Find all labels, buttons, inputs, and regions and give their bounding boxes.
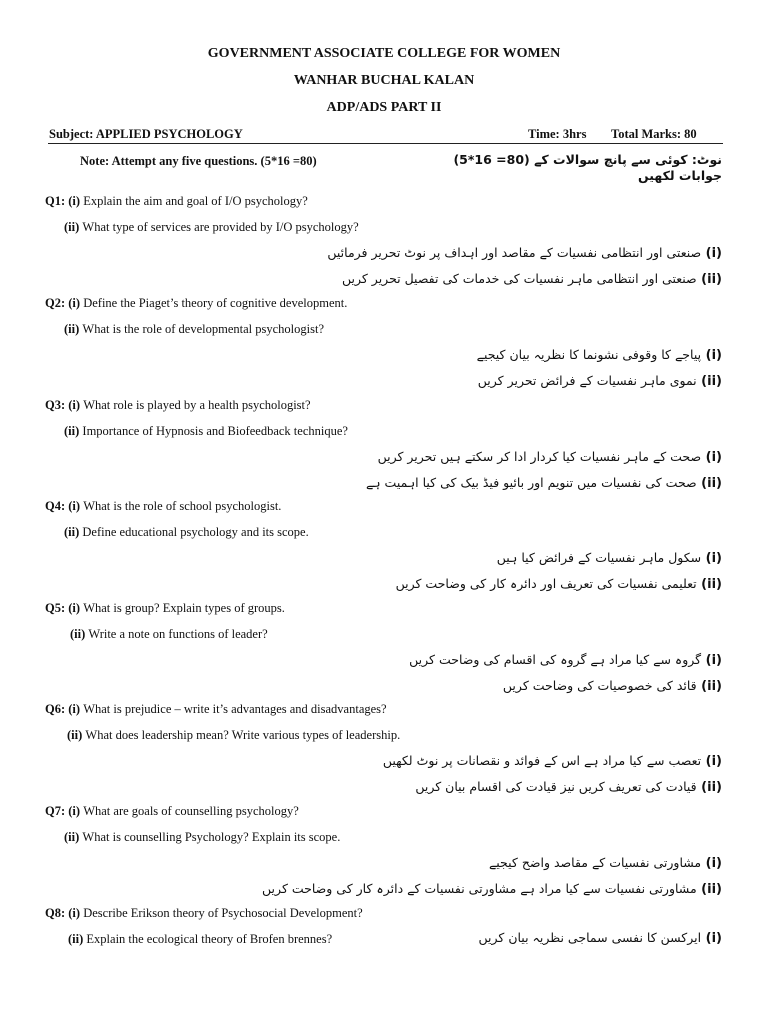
question-text: Explain the aim and goal of I/O psychology? xyxy=(83,194,308,208)
question-urdu-text: تعلیمی نفسیات کی تعریف اور دائرہ کار کی وضاحت کریں xyxy=(395,576,697,591)
part-label: (i) xyxy=(65,398,84,412)
question-text: Explain the ecological theory of Brofen brennes? xyxy=(86,932,333,946)
question-urdu-part-ii xyxy=(396,576,722,592)
question-urdu-text: ایرکسن کا نفسی سماجی نظریہ بیان کریں xyxy=(478,930,702,945)
question-urdu-part-i xyxy=(327,245,722,261)
question-text: What role is played by a health psychologist? xyxy=(83,398,311,412)
question-urdu-part-ii xyxy=(415,779,722,795)
part-label: (i) xyxy=(65,194,84,208)
question-part-i xyxy=(45,194,308,209)
part-label: (ii) xyxy=(696,272,722,287)
question-urdu-text: صحت کے ماہر نفسیات کیا کردار ادا کر سکتے ہیں تحریر کریں xyxy=(377,449,702,464)
question-part-i xyxy=(45,499,281,514)
time-label: Time: 3hrs xyxy=(528,127,587,141)
part-label: (ii) xyxy=(64,525,83,539)
subject-label: Subject: APPLIED PSYCHOLOGY xyxy=(49,127,243,141)
question-urdu-text: سکول ماہر نفسیات کے فرائض کیا ہیں xyxy=(496,550,702,565)
part-label: (i) xyxy=(701,931,722,946)
part-label: (i) xyxy=(701,246,722,261)
question-number: Q7: xyxy=(45,804,66,818)
college-name: GOVERNMENT ASSOCIATE COLLEGE FOR WOMEN xyxy=(207,46,561,61)
question-urdu-part-ii xyxy=(366,475,722,491)
question-urdu-text: گروہ سے کیا مراد ہے گروہ کی اقسام کی وضاحت کریں xyxy=(409,652,702,667)
question-text: What is prejudice – write it’s advantages and disadvantages? xyxy=(83,702,387,716)
question-urdu-text: نموی ماہر نفسیات کے فرائض تحریر کریں xyxy=(477,373,697,388)
question-urdu-part-i xyxy=(383,753,722,769)
part-label: (ii) xyxy=(64,322,83,336)
total-marks-label: Total Marks: 80 xyxy=(611,127,697,141)
question-urdu-part-ii xyxy=(262,881,722,897)
question-part-ii xyxy=(70,627,268,642)
question-urdu-text: صنعتی اور انتظامی نفسیات کے مقاصد اور اہداف پر نوٹ تحریر فرمائیں xyxy=(327,245,702,260)
note-urdu-line1: نوٹ: کوئی سے پانچ سوالات کے (80= 16*5) xyxy=(453,152,722,167)
question-text: Define educational psychology and its scope. xyxy=(82,525,309,539)
question-part-ii xyxy=(64,322,324,337)
question-part-i xyxy=(45,702,387,717)
question-text: Describe Erikson theory of Psychosocial Development? xyxy=(83,906,363,920)
question-text: Importance of Hypnosis and Biofeedback technique? xyxy=(82,424,348,438)
part-label: (i) xyxy=(65,702,84,716)
question-text: What are goals of counselling psychology? xyxy=(83,804,299,818)
header-divider xyxy=(48,143,723,144)
part-label: (ii) xyxy=(696,882,722,897)
question-urdu-text: پیاجے کا وقوفی نشونما کا نظریہ بیان کیجیے xyxy=(476,347,702,362)
question-text: Write a note on functions of leader? xyxy=(88,627,268,641)
part-label: (i) xyxy=(701,450,722,465)
question-urdu-part-i xyxy=(489,855,722,871)
question-part-ii xyxy=(64,220,359,235)
part-label: (i) xyxy=(701,551,722,566)
question-urdu-part-i xyxy=(497,550,722,566)
question-number: Q1: xyxy=(45,194,66,208)
part-label: (ii) xyxy=(64,830,83,844)
part-label: (ii) xyxy=(67,728,86,742)
question-text: What is group? Explain types of groups. xyxy=(83,601,285,615)
question-urdu-text: مشاورتی نفسیات کے مقاصد واضح کیجیے xyxy=(488,855,702,870)
question-urdu-text: تعصب سے کیا مراد ہے اس کے فوائد و نقصانات پر نوٹ لکھیں xyxy=(382,753,702,768)
program-title: ADP/ADS PART II xyxy=(326,100,442,115)
part-label: (i) xyxy=(65,601,84,615)
question-part-i xyxy=(45,398,311,413)
question-text: What is the role of school psychologist. xyxy=(83,499,282,513)
part-label: (i) xyxy=(701,754,722,769)
part-label: (i) xyxy=(701,348,722,363)
question-number: Q4: xyxy=(45,499,66,513)
part-label: (ii) xyxy=(696,577,722,592)
part-label: (ii) xyxy=(696,679,722,694)
question-part-i xyxy=(45,296,347,311)
question-text: What does leadership mean? Write various types of leadership. xyxy=(85,728,401,742)
question-urdu-part-i xyxy=(477,347,722,363)
question-part-i xyxy=(45,804,299,819)
note-urdu-line2: جوابات لکھیں xyxy=(638,168,722,183)
question-urdu-part-i xyxy=(409,652,722,668)
part-label: (i) xyxy=(65,296,84,310)
question-text: What is counselling Psychology? Explain its scope. xyxy=(82,830,341,844)
question-part-ii xyxy=(64,830,340,845)
part-label: (i) xyxy=(65,499,84,513)
part-label: (ii) xyxy=(70,627,89,641)
question-text: What type of services are provided by I/O psychology? xyxy=(82,220,359,234)
question-number: Q6: xyxy=(45,702,66,716)
part-label: (i) xyxy=(701,856,722,871)
part-label: (i) xyxy=(701,653,722,668)
part-label: (ii) xyxy=(68,932,87,946)
question-text: Define the Piaget’s theory of cognitive development. xyxy=(83,296,348,310)
question-part-ii xyxy=(64,424,348,439)
question-number: Q2: xyxy=(45,296,66,310)
question-urdu-part-i xyxy=(378,449,722,465)
question-urdu-part-ii xyxy=(342,271,722,287)
question-urdu-text: قائد کی خصوصیات کی وضاحت کریں xyxy=(502,678,697,693)
part-label: (ii) xyxy=(64,424,83,438)
question-number: Q8: xyxy=(45,906,66,920)
part-label: (ii) xyxy=(64,220,83,234)
question-urdu-part-ii xyxy=(478,373,722,389)
question-text: What is the role of developmental psychologist? xyxy=(82,322,325,336)
question-part-i xyxy=(45,601,285,616)
question-urdu-part-ii xyxy=(503,678,722,694)
question-part-ii xyxy=(64,525,309,540)
part-label: (i) xyxy=(65,804,84,818)
question-part-i xyxy=(45,906,363,921)
question-urdu-text: صنعتی اور انتظامی ماہر نفسیات کی خدمات کی تفصیل تحریر کریں xyxy=(341,271,697,286)
question-part-ii xyxy=(68,932,332,947)
part-label: (ii) xyxy=(696,780,722,795)
question-number: Q5: xyxy=(45,601,66,615)
question-number: Q3: xyxy=(45,398,66,412)
part-label: (i) xyxy=(65,906,84,920)
question-urdu-part-i xyxy=(479,930,723,946)
question-urdu-text: صحت کی نفسیات میں تنویم اور بائیو فیڈ بیک کی کیا اہمیت ہے xyxy=(365,475,697,490)
question-urdu-text: قیادت کی تعریف کریں نیز قیادت کی اقسام بیان کریں xyxy=(415,779,697,794)
question-part-ii xyxy=(67,728,400,743)
college-location: WANHAR BUCHAL KALAN xyxy=(293,73,475,88)
part-label: (ii) xyxy=(696,374,722,389)
note-english: Note: Attempt any five questions. (5*16 =80) xyxy=(80,154,317,168)
question-urdu-text: مشاورتی نفسیات سے کیا مراد ہے مشاورتی نفسیات کے دائرہ کار کی وضاحت کریں xyxy=(262,881,697,896)
part-label: (ii) xyxy=(696,476,722,491)
